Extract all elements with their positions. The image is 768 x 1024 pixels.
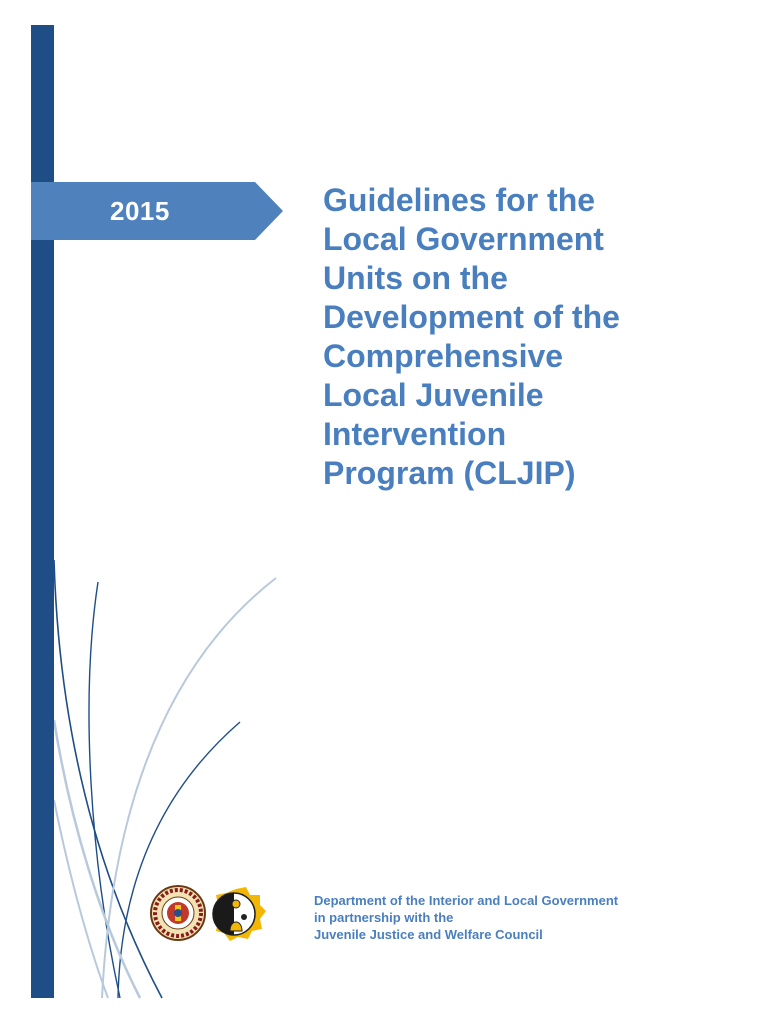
publisher-line: Juvenile Justice and Welfare Council — [314, 927, 543, 942]
year-label: 2015 — [110, 196, 170, 226]
jjwc-logo-icon — [212, 887, 266, 941]
title-line: Program (CLJIP) — [323, 455, 576, 491]
publisher-line: Department of the Interior and Local Government — [314, 893, 619, 908]
title-line: Development of the — [323, 299, 620, 335]
document-title — [323, 181, 743, 493]
title-line: Units on the — [323, 260, 508, 296]
swirl-line — [118, 722, 240, 998]
year-banner — [31, 182, 283, 240]
title-line: Intervention — [323, 416, 507, 452]
left-vertical-bar — [31, 25, 54, 998]
dilg-seal-icon — [151, 886, 205, 940]
swirl-line — [89, 582, 120, 998]
title-line: Comprehensive — [323, 338, 564, 374]
swirl-line — [54, 800, 108, 998]
logo-group — [150, 883, 268, 943]
title-line: Local Government — [323, 221, 604, 257]
title-line: Guidelines for the — [323, 182, 596, 218]
title-line: Local Juvenile — [323, 377, 544, 413]
publisher-line: in partnership with the — [314, 910, 454, 925]
publisher-block — [314, 892, 618, 943]
